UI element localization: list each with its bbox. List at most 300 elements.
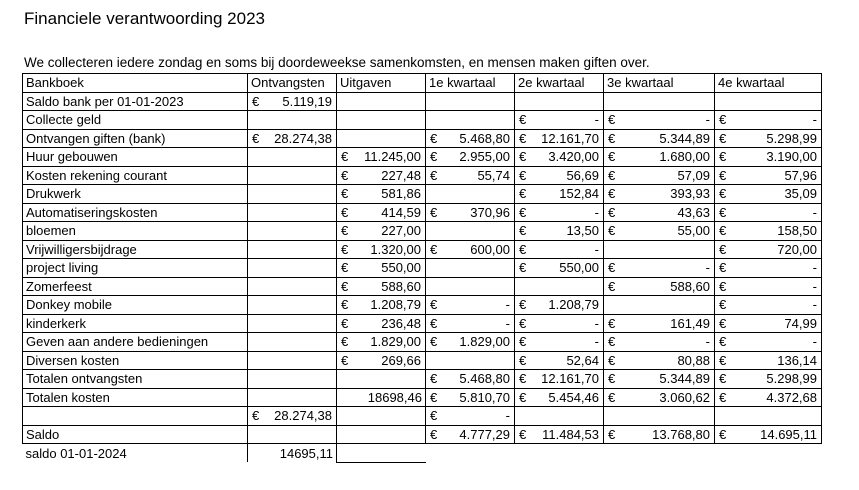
currency-symbol: € xyxy=(519,167,527,183)
money-value xyxy=(607,333,711,350)
row-label: Automatiseringskosten xyxy=(23,203,248,222)
currency-symbol: € xyxy=(430,334,438,350)
cell-q4 xyxy=(715,203,822,222)
money-value xyxy=(718,278,818,295)
cell-q3 xyxy=(604,333,715,352)
currency-symbol: € xyxy=(430,371,438,387)
amount: 136,14 xyxy=(777,352,817,368)
amount: - xyxy=(594,241,599,257)
money-value xyxy=(429,167,511,184)
currency-symbol: € xyxy=(252,130,260,146)
amount: 227,48 xyxy=(381,167,421,183)
amount: - xyxy=(705,112,710,128)
cell-q4 xyxy=(715,148,822,167)
currency-symbol: € xyxy=(519,389,527,405)
amount: 1.829,00 xyxy=(370,334,421,350)
money-value xyxy=(429,315,511,332)
cell-q3 xyxy=(604,259,715,278)
money-value xyxy=(518,426,600,443)
cell-uitg xyxy=(337,277,426,296)
table-row xyxy=(23,185,822,204)
currency-symbol: € xyxy=(519,315,527,331)
row-label: Donkey mobile xyxy=(23,296,248,315)
amount: 28.274,38 xyxy=(274,408,332,424)
cell-q1 xyxy=(426,333,515,352)
money-value xyxy=(518,352,600,369)
money-value xyxy=(518,167,600,184)
money-value xyxy=(518,389,600,406)
cell-q1 xyxy=(426,222,515,241)
amount: 55,74 xyxy=(477,167,510,183)
money-value xyxy=(340,259,422,276)
amount: 11.245,00 xyxy=(364,149,421,165)
table-row xyxy=(23,222,822,241)
currency-symbol: € xyxy=(341,204,349,220)
cell-q4 xyxy=(715,296,822,315)
amount: 28.274,38 xyxy=(274,130,332,146)
currency-symbol: € xyxy=(608,204,616,220)
cell-q2 xyxy=(515,425,604,444)
table-row xyxy=(23,296,822,315)
amount: - xyxy=(705,260,710,276)
row-label: Geven aan andere bedieningen xyxy=(23,333,248,352)
money-value xyxy=(429,333,511,350)
cell-q3 xyxy=(604,351,715,370)
cell-uitg xyxy=(337,185,426,204)
cell-uitg xyxy=(337,203,426,222)
header-ontvangsten: Ontvangsten xyxy=(248,74,337,93)
money-value xyxy=(718,315,818,332)
cell-uitg xyxy=(337,296,426,315)
cell-q2 xyxy=(515,277,604,296)
table-row xyxy=(23,111,822,130)
money-value xyxy=(607,259,711,276)
table-row xyxy=(23,333,822,352)
currency-symbol: € xyxy=(519,149,527,165)
row-label: project living xyxy=(23,259,248,278)
money-value xyxy=(340,278,422,295)
cell-q3 xyxy=(604,425,715,444)
cell-q2 xyxy=(515,185,604,204)
amount: - xyxy=(594,112,599,128)
cell-q4 xyxy=(715,185,822,204)
amount: - xyxy=(812,112,817,128)
money-value xyxy=(518,130,600,147)
money-value xyxy=(518,241,600,258)
currency-symbol: € xyxy=(519,297,527,313)
final-balance-label: saldo 01-01-2024 xyxy=(23,444,248,463)
money-value xyxy=(429,148,511,165)
row-label xyxy=(23,407,248,426)
table-row xyxy=(23,92,822,111)
amount: - xyxy=(812,204,817,220)
cell-q3 xyxy=(604,296,715,315)
currency-symbol: € xyxy=(719,278,727,294)
amount: 12.161,70 xyxy=(541,371,599,387)
amount: 80,88 xyxy=(677,352,710,368)
table-row xyxy=(23,425,822,444)
currency-symbol: € xyxy=(430,426,438,442)
currency-symbol: € xyxy=(719,167,727,183)
money-value xyxy=(429,204,511,221)
amount: 12.161,70 xyxy=(541,130,599,146)
cell-q4 xyxy=(715,129,822,148)
money-value xyxy=(518,259,600,276)
money-value xyxy=(718,259,818,276)
final-balance-value: 14695,11 xyxy=(248,444,337,463)
cell-uitg xyxy=(337,407,426,426)
cell-q3 xyxy=(604,314,715,333)
amount: - xyxy=(812,297,817,313)
table-row xyxy=(23,407,822,426)
money-value xyxy=(718,333,818,350)
money-value xyxy=(518,148,600,165)
currency-symbol: € xyxy=(608,426,616,442)
cell-q2 xyxy=(515,407,604,426)
currency-symbol: € xyxy=(430,149,438,165)
money-value xyxy=(718,426,818,443)
amount: 3.420,00 xyxy=(548,149,599,165)
cell-q1 xyxy=(426,129,515,148)
cell-ontv xyxy=(248,185,337,204)
row-label: Totalen ontvangsten xyxy=(23,370,248,389)
final-empty xyxy=(715,444,822,463)
amount: 550,00 xyxy=(559,260,599,276)
amount: 393,93 xyxy=(670,186,710,202)
amount: 1.208,79 xyxy=(548,297,599,313)
money-value xyxy=(718,222,818,239)
cell-q1 xyxy=(426,111,515,130)
money-value xyxy=(518,296,600,313)
cell-uitg xyxy=(337,370,426,389)
amount: 11.484,53 xyxy=(542,426,599,442)
cell-q3 xyxy=(604,148,715,167)
final-balance-row xyxy=(23,444,822,463)
cell-q3 xyxy=(604,388,715,407)
currency-symbol: € xyxy=(519,371,527,387)
amount: 5.298,99 xyxy=(766,130,817,146)
amount: 5.810,70 xyxy=(459,389,510,405)
header-uitgaven: Uitgaven xyxy=(337,74,426,93)
intro-text: We collecteren iedere zondag en soms bij doordeweekse samenkomsten, en mensen maken giften over. xyxy=(24,55,650,70)
cell-q4 xyxy=(715,407,822,426)
currency-symbol: € xyxy=(341,334,349,350)
cell-uitg xyxy=(337,240,426,259)
currency-symbol: € xyxy=(608,334,616,350)
row-label: bloemen xyxy=(23,222,248,241)
cell-q3 xyxy=(604,240,715,259)
cell-q1 xyxy=(426,407,515,426)
currency-symbol: € xyxy=(341,223,349,239)
cell-ontv xyxy=(248,333,337,352)
money-value xyxy=(340,241,422,258)
cell-uitg xyxy=(337,222,426,241)
cell-q2 xyxy=(515,203,604,222)
currency-symbol: € xyxy=(519,241,527,257)
amount: 5.468,80 xyxy=(459,371,510,387)
cell-q2 xyxy=(515,129,604,148)
money-value xyxy=(429,241,511,258)
cell-ontv xyxy=(248,92,337,111)
money-value xyxy=(607,278,711,295)
cell-q1 xyxy=(426,203,515,222)
cell-ontv xyxy=(248,407,337,426)
currency-symbol: € xyxy=(430,315,438,331)
currency-symbol: € xyxy=(430,297,438,313)
amount: 588,60 xyxy=(381,278,421,294)
amount: 4.372,68 xyxy=(766,389,817,405)
cell-q3 xyxy=(604,111,715,130)
currency-symbol: € xyxy=(519,426,527,442)
cell-ontv xyxy=(248,351,337,370)
row-label: Zomerfeest xyxy=(23,277,248,296)
money-value xyxy=(607,204,711,221)
cell-q4 xyxy=(715,277,822,296)
money-value xyxy=(718,167,818,184)
cell-q3 xyxy=(604,166,715,185)
cell-uitg xyxy=(337,111,426,130)
money-value xyxy=(340,167,422,184)
money-value xyxy=(718,241,818,258)
money-value xyxy=(340,204,422,221)
amount: 57,96 xyxy=(784,167,817,183)
currency-symbol: € xyxy=(719,352,727,368)
cell-q2 xyxy=(515,166,604,185)
money-value xyxy=(607,315,711,332)
cell-q4 xyxy=(715,166,822,185)
cell-ontv xyxy=(248,129,337,148)
cell-ontv xyxy=(248,259,337,278)
amount: 550,00 xyxy=(381,260,421,276)
money-value xyxy=(718,370,818,387)
money-value xyxy=(607,352,711,369)
money-value xyxy=(429,370,511,387)
money-value xyxy=(429,426,511,443)
cell-uitg xyxy=(337,425,426,444)
final-spacer xyxy=(337,444,426,463)
money-value xyxy=(340,296,422,313)
cell-q1 xyxy=(426,166,515,185)
currency-symbol: € xyxy=(252,408,260,424)
money-value xyxy=(340,148,422,165)
row-label: Huur gebouwen xyxy=(23,148,248,167)
amount: - xyxy=(705,334,710,350)
currency-symbol: € xyxy=(519,204,527,220)
currency-symbol: € xyxy=(608,186,616,202)
cell-q4 xyxy=(715,222,822,241)
currency-symbol: € xyxy=(341,149,349,165)
cell-q4 xyxy=(715,351,822,370)
amount: - xyxy=(812,334,817,350)
row-label: Kosten rekening courant xyxy=(23,166,248,185)
amount: - xyxy=(812,278,817,294)
amount: 1.680,00 xyxy=(659,149,710,165)
amount: 43,63 xyxy=(677,204,710,220)
cell-ontv xyxy=(248,314,337,333)
cell-q4 xyxy=(715,333,822,352)
cell-q3 xyxy=(604,407,715,426)
amount: 5.454,46 xyxy=(548,389,599,405)
cell-q4 xyxy=(715,425,822,444)
table-row xyxy=(23,259,822,278)
row-label: Collecte geld xyxy=(23,111,248,130)
amount: 720,00 xyxy=(777,241,817,257)
currency-symbol: € xyxy=(608,389,616,405)
money-value xyxy=(718,389,818,406)
final-empty xyxy=(426,444,515,463)
cell-ontv xyxy=(248,388,337,407)
money-value xyxy=(718,352,818,369)
amount: 414,59 xyxy=(381,204,421,220)
cell-q2 xyxy=(515,222,604,241)
cell-q1 xyxy=(426,259,515,278)
money-value xyxy=(718,130,818,147)
amount: 158,50 xyxy=(777,223,817,239)
money-value xyxy=(607,148,711,165)
amount: 370,96 xyxy=(470,204,510,220)
amount: 269,66 xyxy=(381,352,421,368)
cell-q1 xyxy=(426,92,515,111)
amount: - xyxy=(505,315,510,331)
amount: 5.119,19 xyxy=(282,93,332,109)
cell-q2 xyxy=(515,333,604,352)
currency-symbol: € xyxy=(719,112,727,128)
money-value xyxy=(607,130,711,147)
cell-ontv xyxy=(248,111,337,130)
currency-symbol: € xyxy=(519,260,527,276)
cell-q1 xyxy=(426,425,515,444)
amount: 1.320,00 xyxy=(370,241,421,257)
amount: 13.768,80 xyxy=(652,426,710,442)
amount: 13,50 xyxy=(566,223,599,239)
cell-q1 xyxy=(426,296,515,315)
currency-symbol: € xyxy=(519,223,527,239)
currency-symbol: € xyxy=(608,130,616,146)
money-value xyxy=(607,111,711,128)
cell-uitg: 18698,46 xyxy=(337,388,426,407)
header-q2: 2e kwartaal xyxy=(515,74,604,93)
table-row xyxy=(23,370,822,389)
currency-symbol: € xyxy=(608,315,616,331)
amount: 600,00 xyxy=(470,241,510,257)
currency-symbol: € xyxy=(341,352,349,368)
currency-symbol: € xyxy=(341,297,349,313)
table-row xyxy=(23,314,822,333)
cell-q1 xyxy=(426,148,515,167)
currency-symbol: € xyxy=(608,260,616,276)
cell-q4 xyxy=(715,259,822,278)
amount: 1.208,79 xyxy=(370,297,421,313)
money-value xyxy=(429,407,511,424)
money-value xyxy=(518,204,600,221)
row-label: Saldo bank per 01-01-2023 xyxy=(23,92,248,111)
money-value xyxy=(518,370,600,387)
money-value xyxy=(340,185,422,202)
amount: 57,09 xyxy=(677,167,710,183)
cell-q3 xyxy=(604,203,715,222)
cell-ontv xyxy=(248,370,337,389)
header-q3: 3e kwartaal xyxy=(604,74,715,93)
currency-symbol: € xyxy=(519,186,527,202)
amount: - xyxy=(594,315,599,331)
currency-symbol: € xyxy=(719,297,727,313)
money-value xyxy=(607,389,711,406)
row-label: Drukwerk xyxy=(23,185,248,204)
amount: 5.344,89 xyxy=(659,130,710,146)
money-value xyxy=(718,185,818,202)
currency-symbol: € xyxy=(719,334,727,350)
cell-q1 xyxy=(426,314,515,333)
cell-q3 xyxy=(604,222,715,241)
currency-symbol: € xyxy=(719,260,727,276)
cell-q2 xyxy=(515,296,604,315)
currency-symbol: € xyxy=(719,371,727,387)
currency-symbol: € xyxy=(719,315,727,331)
amount: - xyxy=(594,334,599,350)
amount: 581,86 xyxy=(381,186,421,202)
cell-ontv xyxy=(248,277,337,296)
currency-symbol: € xyxy=(430,130,438,146)
amount: 35,09 xyxy=(784,186,817,202)
table-row xyxy=(23,203,822,222)
page-title: Financiele verantwoording 2023 xyxy=(24,9,265,28)
cell-q4 xyxy=(715,92,822,111)
money-value xyxy=(718,111,818,128)
cell-q4 xyxy=(715,240,822,259)
amount: 161,49 xyxy=(670,315,710,331)
money-value xyxy=(251,407,333,424)
amount: 3.190,00 xyxy=(766,149,817,165)
amount: 5.344,89 xyxy=(659,371,710,387)
currency-symbol: € xyxy=(608,149,616,165)
money-value xyxy=(607,370,711,387)
cell-q2 xyxy=(515,92,604,111)
amount: 14.695,11 xyxy=(760,426,817,442)
amount: 5.468,80 xyxy=(459,130,510,146)
final-empty xyxy=(604,444,715,463)
header-row xyxy=(23,74,822,93)
amount: 5.298,99 xyxy=(766,371,817,387)
currency-symbol: € xyxy=(341,167,349,183)
amount: 56,69 xyxy=(566,167,599,183)
cell-q3 xyxy=(604,185,715,204)
header-q1: 1e kwartaal xyxy=(426,74,515,93)
currency-symbol: € xyxy=(430,408,438,424)
cell-uitg xyxy=(337,333,426,352)
amount: 74,99 xyxy=(784,315,817,331)
currency-symbol: € xyxy=(430,241,438,257)
money-value xyxy=(718,148,818,165)
table-row xyxy=(23,129,822,148)
currency-symbol: € xyxy=(519,130,527,146)
money-value xyxy=(340,222,422,239)
amount: - xyxy=(505,408,510,424)
cell-q4 xyxy=(715,370,822,389)
currency-symbol: € xyxy=(341,278,349,294)
cell-q1 xyxy=(426,388,515,407)
table-row xyxy=(23,166,822,185)
cell-ontv xyxy=(248,148,337,167)
currency-symbol: € xyxy=(519,352,527,368)
amount: 3.060,62 xyxy=(659,389,710,405)
cell-q3 xyxy=(604,92,715,111)
cell-q2 xyxy=(515,351,604,370)
money-value xyxy=(518,315,600,332)
money-value xyxy=(718,204,818,221)
currency-symbol: € xyxy=(341,186,349,202)
money-value xyxy=(340,352,422,369)
currency-symbol: € xyxy=(341,260,349,276)
